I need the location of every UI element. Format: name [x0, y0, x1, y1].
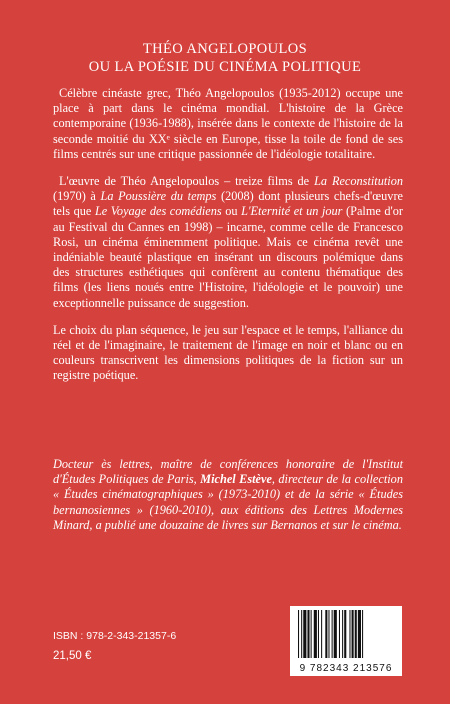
p2-text-a: L'œuvre de Théo Angelopoulos – treize films de	[59, 174, 315, 189]
book-title	[0, 40, 450, 76]
bio-text-a: Docteur ès lettres, maître de conférences honoraire de l'Institut d'Études Politiques de Paris,	[53, 457, 403, 487]
bio-text-b: , directeur de la collection « Études cinématographiques » (1973-2010) et de la série « Études bernanosiennes » (1960-2010), aux éditions des Lettres Modernes Minard, a publié une douzaine de livres sur Bernanos et sur le cinéma.	[53, 472, 403, 532]
paragraph-3: Le choix du plan séquence, le jeu sur l'espace et le temps, l'alliance du réel et de l'imaginaire, le traitement de l'image en noir et blanc ou en couleurs transcrivent les dimensions politiques de la fiction sur un registre poétique.	[53, 322, 403, 383]
film-title-reconstitution: La Reconstitution	[314, 174, 403, 189]
description	[53, 86, 403, 396]
author-bio	[53, 457, 403, 533]
p2-text-i: (Palme d'or au Festival du Cannes en 1998) – incarne, comme celle de Francesco Rosi, un cinéma éminemment politique. Mais ce cinéma revêt une indéniable beauté plastique en insérant un discours polémique dans des structures esthétiques qui confèrent au contenu thématique des films (les liens noués entre l'Histoire, l'idéologie et le pouvoir) une exceptionnelle puissance de suggestion.	[53, 204, 403, 310]
p2-text-e: (2008) dont plusieurs chefs-d'œuvre tels que	[53, 189, 404, 219]
title-line-1: THÉO ANGELOPOULOS	[142, 41, 308, 57]
barcode-digits: 9 782343 213576	[299, 663, 393, 674]
p2-text-g: ou	[221, 204, 242, 219]
author-name: Michel Estève	[200, 472, 272, 487]
barcode-bars	[290, 606, 402, 662]
p2-text-c: (1970) à	[53, 189, 101, 204]
film-title-eternite: L'Eternité et un jour	[241, 204, 343, 219]
paragraph-1: Célèbre cinéaste grec, Théo Angelopoulos (1935-2012) occupe une place à part dans le cinéma mondial. L'histoire de la Grèce contemporaine (1936-1988), insérée dans le contexte de l'histoire de la seconde moitié du XXᵉ siècle en Europe, tisse la toile de fond de ses films centrés sur une critique passionnée de l'idéologie totalitaire.	[53, 86, 403, 161]
title-line-2: OU LA POÉSIE DU CINÉMA POLITIQUE	[88, 59, 362, 75]
price: 21,50 €	[53, 650, 92, 662]
film-title-voyage: Le Voyage des comédiens	[94, 204, 222, 219]
barcode	[290, 606, 402, 676]
paragraph-2	[53, 174, 403, 311]
isbn: ISBN : 978-2-343-21357-6	[53, 630, 177, 642]
film-title-poussiere: La Poussière du temps	[100, 189, 217, 204]
